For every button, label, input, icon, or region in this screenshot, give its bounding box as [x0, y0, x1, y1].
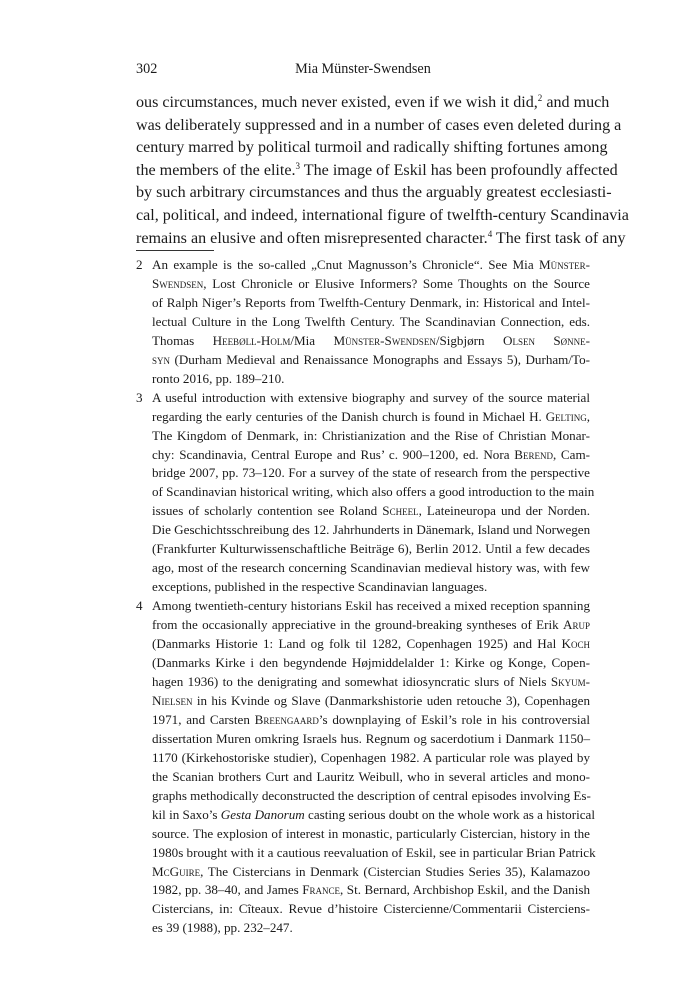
- footnote-line: [152, 351, 590, 370]
- page-number: 302: [136, 61, 158, 77]
- footnote-text: chy: Scandinavia, Central Europe and Rus’ c. 900–1200, ed. Nora: [152, 446, 515, 462]
- footnote-text: es 39 (1988), pp. 232–247.: [152, 920, 293, 936]
- footnote-line: [152, 806, 595, 825]
- body-line: was deliberately suppressed and in a number of cases even deleted during a: [136, 116, 622, 134]
- footnote-text: kil in Saxo’s: [152, 806, 221, 822]
- footnote-text: Thomas: [152, 332, 213, 348]
- author-name: Münster-Swendsen: [333, 332, 436, 348]
- footnote-text: ronto 2016, pp. 189–210.: [152, 370, 285, 386]
- author-name: Skyum-: [550, 673, 590, 689]
- footnote-text: of Scandinavian historical writing, which also offers a good introduction to the main: [152, 484, 595, 500]
- body-line-text: The first task of any: [492, 229, 626, 247]
- footnote-text: , The Cistercians in Denmark (Cistercian Studies Series 35), Kalamazoo: [200, 863, 590, 879]
- footnote-line: [152, 464, 590, 483]
- footnote-line: [152, 502, 590, 521]
- footnote-text: from the occasionally appreciative in the ground-breaking syntheses of Erik: [152, 617, 564, 633]
- footnote-line: [152, 521, 590, 540]
- footnote-line: [152, 483, 595, 502]
- body-text: [136, 92, 629, 250]
- body-line: cal, political, and indeed, international figure of twelfth-century Scandinavia: [136, 206, 629, 224]
- body-line-text: the members of the elite.: [136, 161, 296, 179]
- footnote-line: [152, 559, 590, 578]
- footnote-text: ,: [586, 408, 590, 424]
- footnote-text: , Lateineuropa und der Norden.: [418, 503, 590, 519]
- footnote-text: bridge 2007, pp. 73–120. For a survey of the state of research from the perspective: [152, 465, 590, 481]
- author-name: Swendsen: [152, 275, 204, 291]
- author-name: McGuire: [152, 863, 201, 879]
- footnote-line: [152, 692, 590, 711]
- body-line: [136, 228, 626, 251]
- footnote-line: [152, 768, 590, 787]
- footnote-text: in his Kvinde og Slave (Danmarkshistorie uden retouche 3), Copenhagen: [192, 692, 590, 708]
- footnote-text: casting serious doubt on the whole work as a historical: [304, 806, 595, 822]
- footnote-text: (Frankfurter Kulturwissenschaftliche Beiträge 6), Berlin 2012. Until a few decades: [152, 541, 590, 557]
- footnote-text: exceptions, published in the respective Scandinavian languages.: [152, 579, 488, 595]
- footnote-line: [152, 616, 590, 635]
- footnote-line: [152, 578, 590, 597]
- footnote-line: [152, 654, 590, 673]
- footnote-line: [152, 863, 590, 882]
- footnote-text: 1971, and Carsten: [152, 711, 255, 727]
- footnote-line: [152, 919, 590, 938]
- author-name: Scheel: [382, 503, 419, 519]
- footnote-line: [152, 825, 590, 844]
- footnote-text: Die Geschichtsschreibung des 12. Jahrhunderts in Dänemark, Island und Norwegen: [152, 522, 591, 538]
- footnote-4: [136, 597, 596, 938]
- footnote-line: [152, 370, 590, 389]
- footnote-ref-4[interactable]: 4: [487, 228, 493, 239]
- author-name: Berend: [514, 446, 553, 462]
- body-line: [136, 160, 618, 183]
- footnote-line: [152, 749, 590, 768]
- footnote-text: An example is the so-called „Cnut Magnusson’s Chronicle“. See Mia: [152, 257, 539, 272]
- footnote-text: lectual Culture in the Long Twelfth Century. The Scandinavian Connection, eds.: [152, 313, 590, 329]
- footnote-line: [152, 597, 590, 616]
- author-name: Münster-: [538, 257, 590, 272]
- running-head: [136, 58, 590, 80]
- footnote-line: [152, 635, 590, 654]
- footnote-line: [152, 787, 590, 806]
- footnote-number: 3: [136, 389, 143, 405]
- author-name: Arup: [563, 617, 590, 633]
- footnote-text: Among twentieth-century historians Eskil has received a mixed reception spanning: [152, 598, 590, 614]
- author-name: Breengaard: [254, 711, 319, 727]
- author-name: Gelting: [545, 408, 587, 424]
- footnote-text: the Scanian brothers Curt and Lauritz Weibull, who in several articles and mono-: [152, 768, 590, 784]
- footnote-text: graphs methodically deconstructed the description of central episodes involving Es-: [152, 787, 591, 803]
- footnote-number: 2: [136, 257, 143, 272]
- footnote-line: [152, 881, 590, 900]
- footnote-line: [152, 389, 590, 408]
- footnote-text: source. The explosion of interest in monastic, particularly Cistercian, history in the: [152, 825, 590, 841]
- footnote-line: [152, 275, 590, 294]
- footnote-text: The Kingdom of Denmark, in: Christianization and the Rise of Christian Monar-: [152, 427, 590, 443]
- body-line-text: ous circumstances, much never existed, even if we wish it did,: [136, 94, 538, 111]
- footnote-line: [152, 540, 590, 559]
- footnote-separator: [136, 250, 214, 251]
- author-name: Nielsen: [152, 692, 193, 708]
- body-line: [136, 92, 610, 115]
- footnote-text: /Sigbjørn: [435, 332, 503, 348]
- footnote-text: regarding the early centuries of the Danish church is found in Michael H.: [152, 408, 546, 424]
- footnote-text: (Durham Medieval and Renaissance Monographs and Essays 5), Durham/To-: [170, 351, 590, 367]
- author-name: Heebøll-Holm: [212, 332, 291, 348]
- footnote-line: [152, 730, 590, 749]
- footnotes: [136, 256, 596, 938]
- author-name: France: [302, 882, 341, 898]
- italic-title: Gesta Danorum: [220, 806, 305, 822]
- footnote-line: [152, 427, 590, 446]
- author-name: syn: [152, 351, 171, 367]
- footnote-line: [152, 332, 590, 351]
- footnote-text: 1980s brought with it a cautious reevaluation of Eskil, see in particular Brian Patrick: [152, 844, 596, 860]
- footnote-line: [152, 711, 590, 730]
- footnote-ref-3[interactable]: 3: [295, 160, 301, 171]
- footnote-line: [152, 844, 596, 863]
- footnote-text: (Danmarks Historie 1: Land og folk til 1282, Copenhagen 1925) and Hal: [152, 636, 562, 652]
- body-line-text: and much: [542, 94, 610, 111]
- footnote-text: issues of scholarly contention see Roland: [152, 503, 383, 519]
- footnote-text: , Lost Chronicle or Elusive Informers? Some Thoughts on the Source: [203, 275, 590, 291]
- footnote-text: dissertation Muren omkring Israels hus. Regnum og sacerdotium i Danmark 1150–: [152, 730, 590, 746]
- footnote-line: [152, 673, 590, 692]
- footnote-text: ’s downplaying of Eskil’s role in his controversial: [318, 711, 591, 727]
- footnote-line: [152, 408, 590, 427]
- footnote-text: /Mia: [290, 332, 334, 348]
- footnote-text: , St. Bernard, Archbishop Eskil, and the Danish: [340, 882, 590, 898]
- body-line-text: remains an elusive and often misrepresented character.: [136, 229, 488, 247]
- footnote-line: [152, 446, 590, 465]
- footnote-2: [136, 256, 590, 389]
- footnote-text: Cistercians, in: Cîteaux. Revue d’histoire Cistercienne/Commentarii Cisterciens-: [152, 901, 590, 917]
- footnote-line: [152, 313, 590, 332]
- footnote-number: 4: [136, 598, 143, 614]
- author-name: Olsen Sønne-: [502, 332, 590, 348]
- running-title: Mia Münster-Swendsen: [295, 61, 431, 77]
- footnote-text: 1982, pp. 38–40, and James: [152, 882, 303, 898]
- body-line: century marred by political turmoil and radically shifting fortunes among: [136, 139, 608, 157]
- footnote-text: 1170 (Kirkehostoriske studier), Copenhagen 1982. A particular role was played by: [152, 749, 590, 765]
- footnote-3: [136, 389, 595, 597]
- footnote-text: (Danmarks Kirke i den begyndende Højmiddelalder 1: Kirke og Konge, Copen-: [152, 655, 590, 671]
- body-line-text: The image of Eskil has been profoundly affected: [300, 161, 618, 179]
- footnote-line: [152, 900, 590, 919]
- footnote-text: A useful introduction with extensive biography and survey of the source material: [152, 389, 590, 405]
- footnote-text: hagen 1936) to the denigrating and somewhat idiosyncratic slurs of Niels: [152, 673, 551, 689]
- footnote-line: [152, 294, 590, 313]
- body-line: by such arbitrary circumstances and thus the arguably greatest ecclesiasti-: [136, 184, 612, 202]
- footnote-line: [152, 256, 590, 275]
- footnote-ref-2[interactable]: 2: [537, 93, 543, 103]
- author-name: Koch: [561, 636, 590, 652]
- footnote-text: , Cam-: [552, 446, 591, 462]
- footnote-text: ago, most of the research concerning Scandinavian medieval history was, with few: [152, 560, 590, 576]
- footnote-text: of Ralph Niger’s Reports from Twelfth-Century Denmark, in: Historical and Intel-: [152, 294, 590, 310]
